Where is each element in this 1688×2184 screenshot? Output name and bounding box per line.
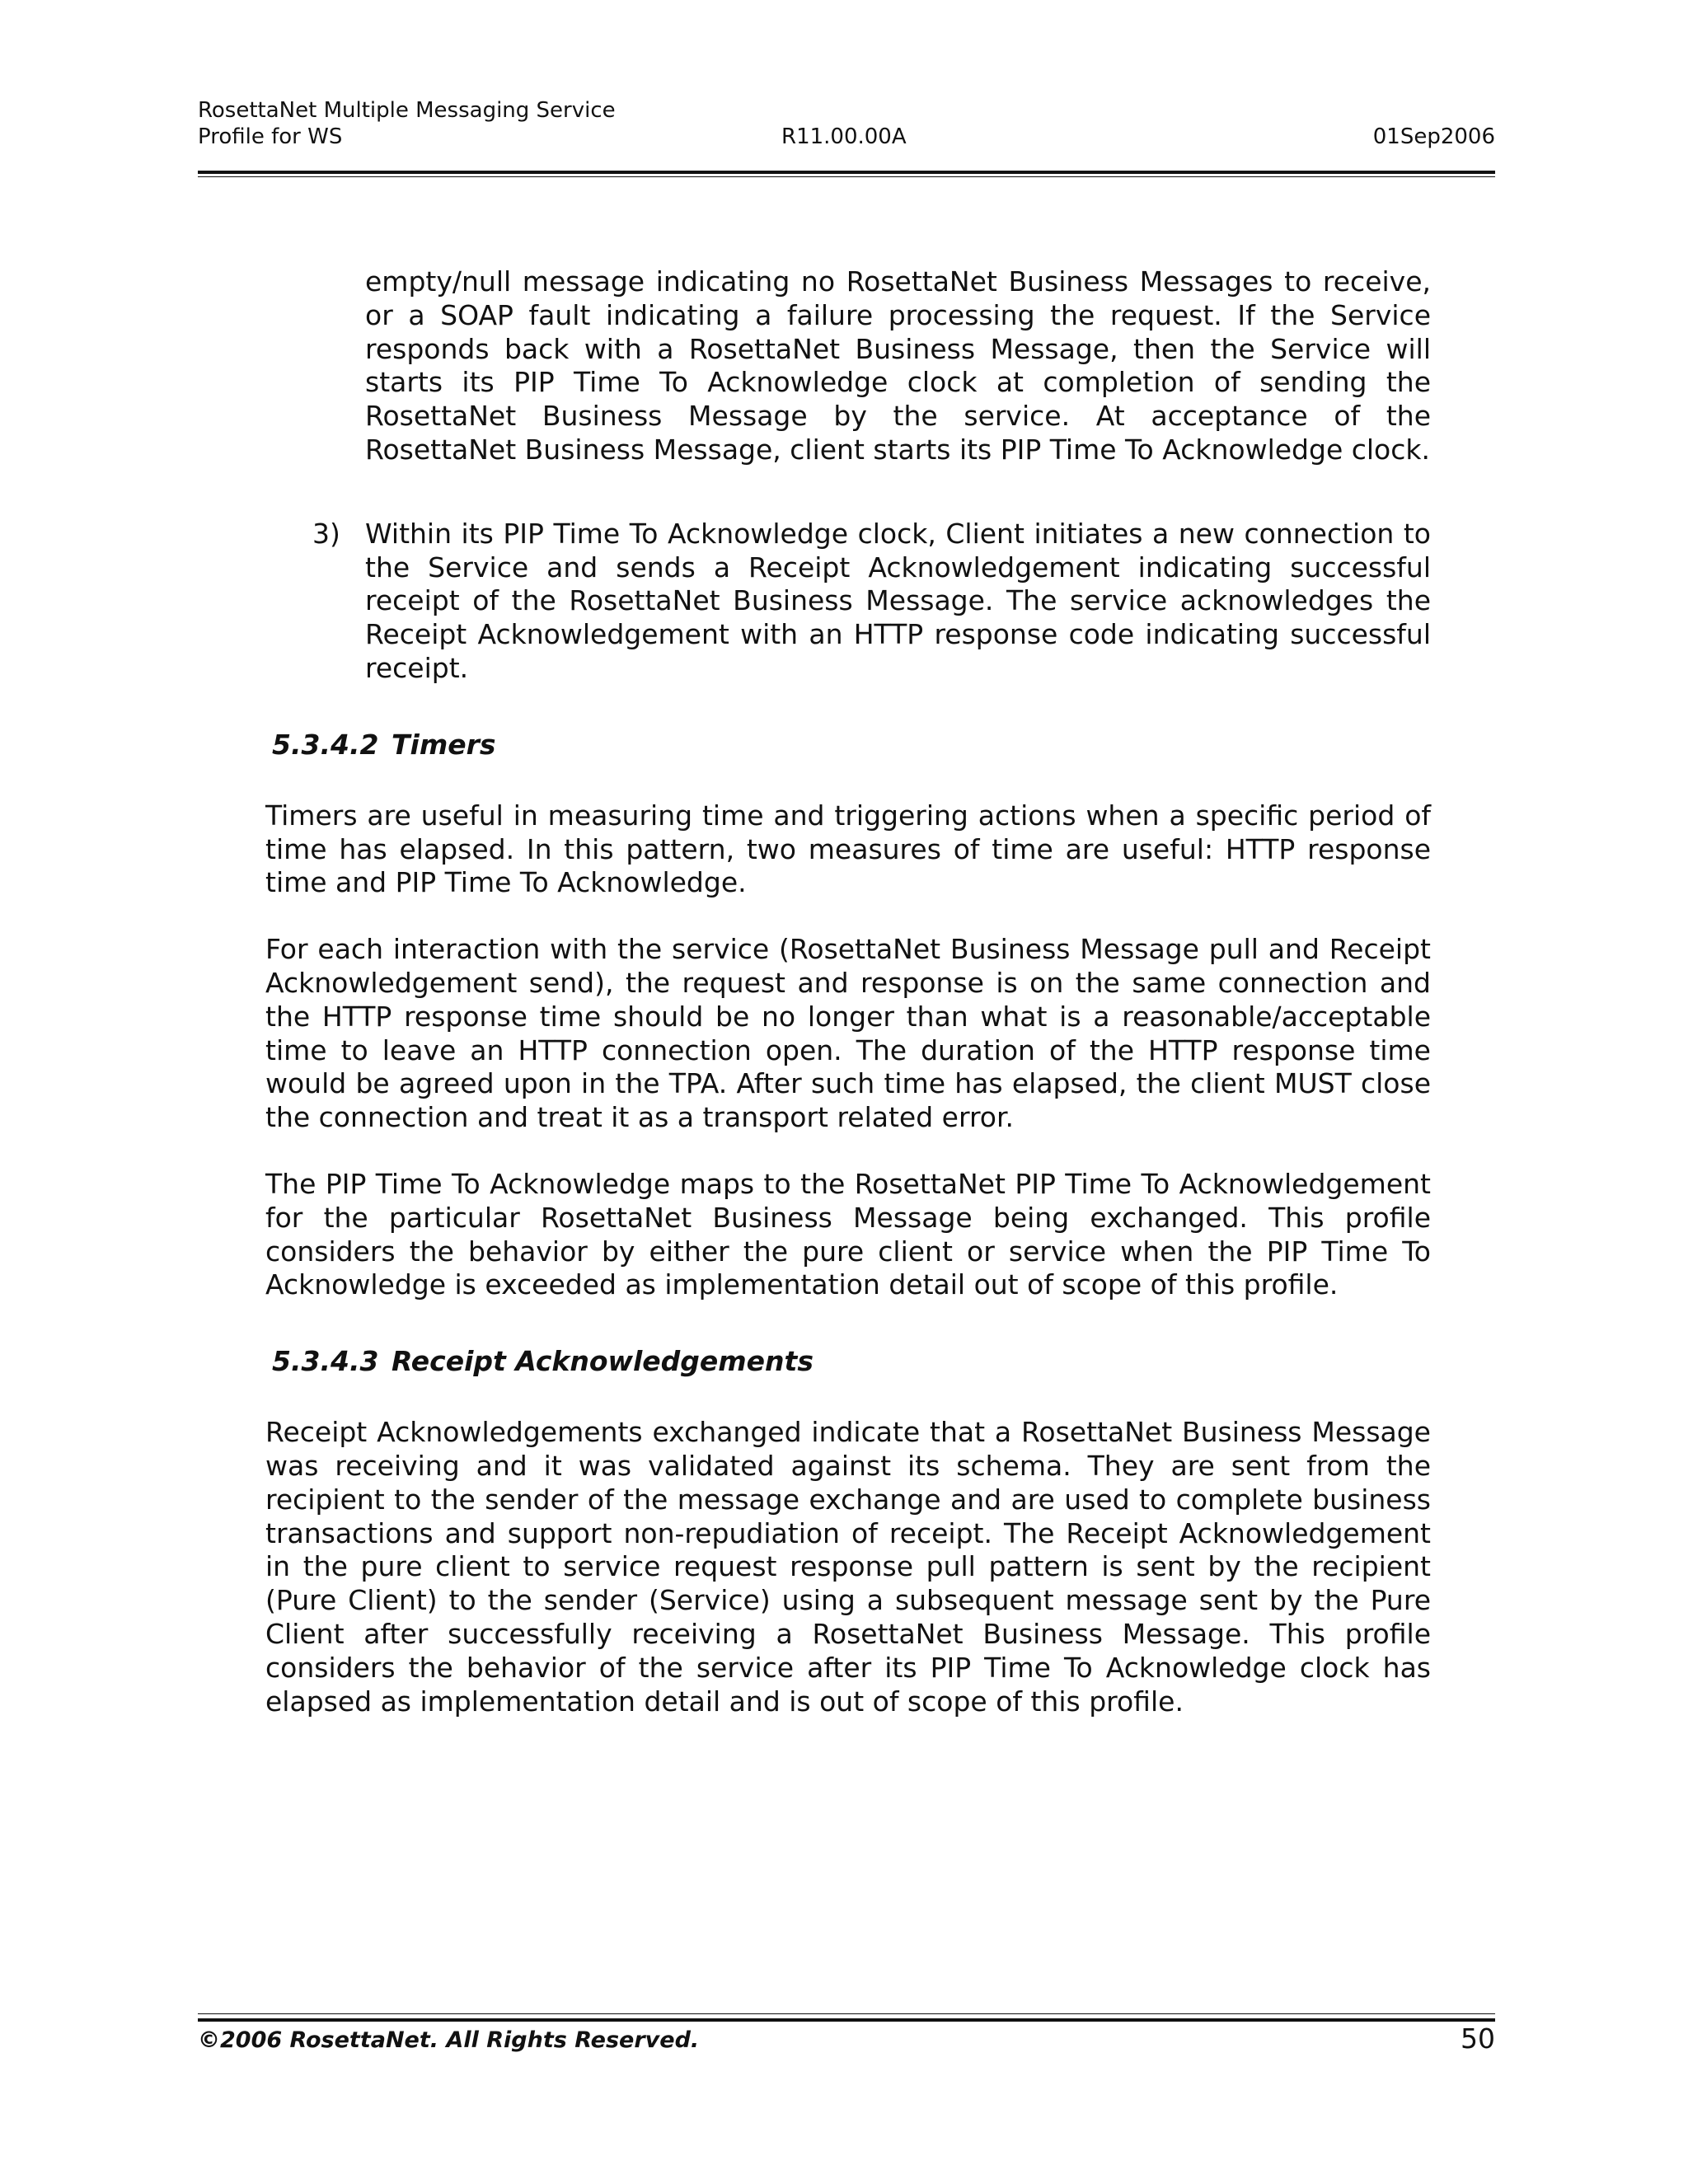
paragraph: The PIP Time To Acknowledge maps to the RosettaNet PIP Time To Acknowledgement for the particular RosettaNet Business Message being exchanged. This profile considers the behavior by either the pure client or service when the PIP Time To Acknowledge is exceeded as implementation detail out of scope of this profile. (265, 1167, 1431, 1301)
page-body (265, 265, 1431, 1718)
footer-rule-thick (198, 2018, 1495, 2022)
header-title-line1: RosettaNet Multiple Messaging Service (198, 98, 616, 123)
continuation-paragraph: empty/null message indicating no RosettaNet Business Messages to receive, or a SOAP fault indicating a failure processing the request. If the Service responds back with a RosettaNet Business Message, then the Service will starts its PIP Time To Acknowledge clock at completion of sending the RosettaNet Business Message by the service. At acceptance of the RosettaNet Business Message, client starts its PIP Time To Acknowledge clock. (365, 265, 1431, 466)
paragraph: Receipt Acknowledgements exchanged indicate that a RosettaNet Business Message was receiving and it was validated against its schema. They are sent from the recipient to the sender of the message exchange and are used to complete business transactions and support non-repudiation of receipt. The Receipt Acknowledgement in the pure client to service request response pull pattern is sent by the recipient (Pure Client) to the sender (Service) using a subsequent message sent by the Pure Client after successfully receiving a RosettaNet Business Message. This profile considers the behavior of the service after its PIP Time To Acknowledge clock has elapsed as implementation detail and is out of scope of this profile. (265, 1416, 1431, 1718)
section-number: 5.3.4.2 (272, 728, 379, 761)
list-item-text: Within its PIP Time To Acknowledge clock, Client initiates a new connection to the Service and sends a Receipt Acknowledgement indicating successful receipt of the RosettaNet Business Message. The service acknowledges the Receipt Acknowledgement with an HTTP response code indicating successful receipt. (365, 517, 1431, 684)
section-title: Timers (392, 728, 496, 761)
header-version: R11.00.00A (781, 124, 907, 149)
header-title-line2: Profile for WS (198, 124, 343, 149)
paragraph: Timers are useful in measuring time and triggering actions when a specific period of time has elapsed. In this pattern, two measures of time are useful: HTTP response time and PIP Time To Acknowledge. (265, 799, 1431, 899)
section-title: Receipt Acknowledgements (392, 1345, 814, 1378)
section-heading-timers (272, 729, 1431, 762)
list-item-3 (312, 517, 1431, 686)
page-number: 50 (1461, 2022, 1495, 2055)
header-rule-thin (198, 176, 1495, 177)
page-header (198, 97, 1495, 150)
header-rule-thick (198, 171, 1495, 174)
section-heading-receipts (272, 1345, 1431, 1378)
section-number: 5.3.4.3 (272, 1345, 379, 1378)
footer-rule-thin (198, 2013, 1495, 2014)
footer-copyright: ©2006 RosettaNet. All Rights Reserved. (198, 2027, 700, 2053)
list-number: 3) (312, 517, 340, 550)
header-date: 01Sep2006 (1372, 124, 1495, 149)
paragraph: For each interaction with the service (RosettaNet Business Message pull and Receipt Acknowledgement send), the request and response is on the same connection and the HTTP response time should be no longer than what is a reasonable/acceptable time to leave an HTTP connection open. The duration of the HTTP response time would be agreed upon in the TPA. After such time has elapsed, the client MUST close the connection and treat it as a transport related error. (265, 933, 1431, 1134)
